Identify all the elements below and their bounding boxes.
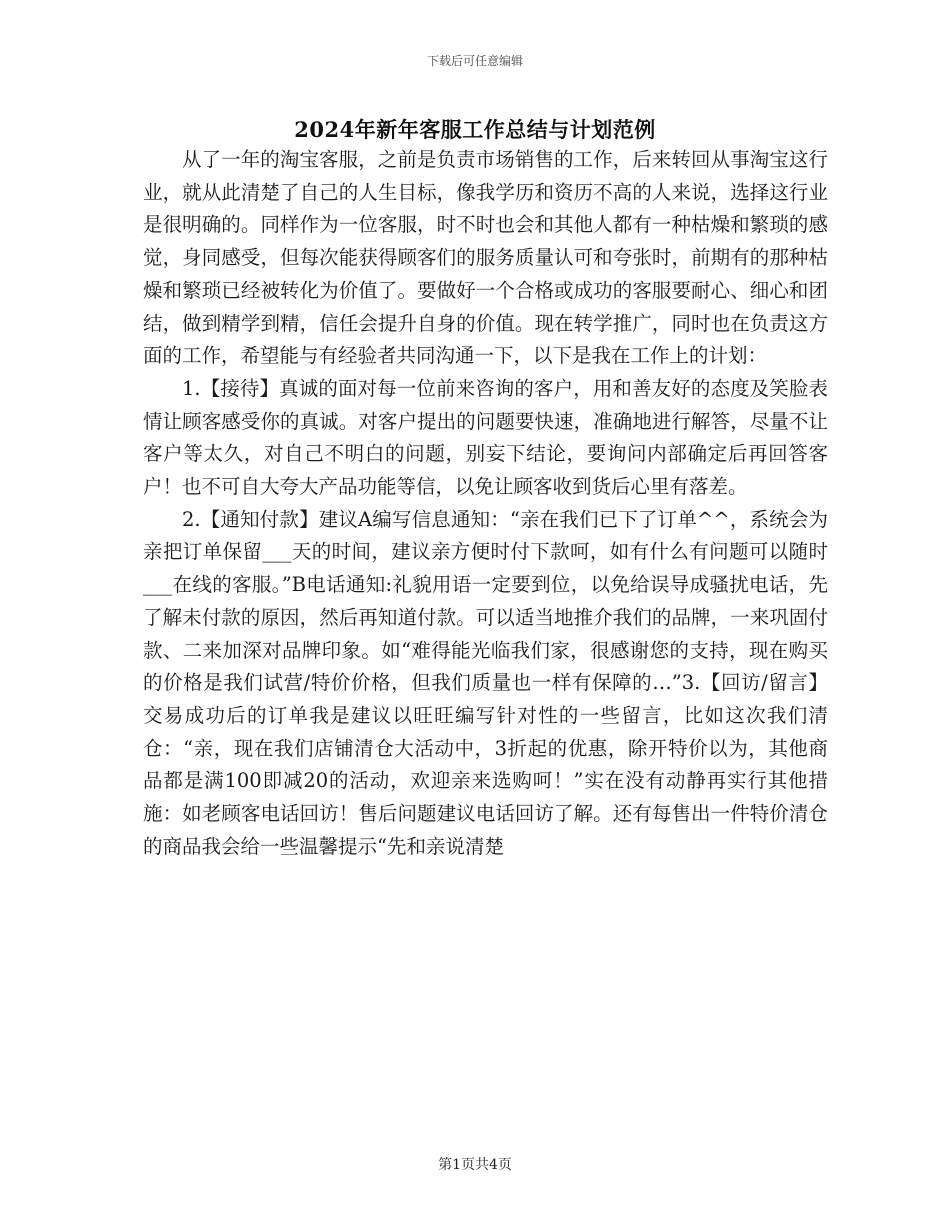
header-note: 下载后可任意编辑 [426,54,523,68]
document-body [143,144,828,863]
page-number: 第1页共4页 [438,1157,512,1173]
paragraph-reception: 1.【接待】真诚的面对每一位前来咨询的客户，用和善友好的态度及笑脸表情让顾客感受你的真诚。对客户提出的问题要快速，准确地进行解答，尽量不让客户等太久，对自己不明白的问题，别妄下结论，要询问内部确定后再回答客户！也不可自大夸大产品功能等信，以免让顾客收到货后心里有落差。 [143,376,828,499]
paragraph-intro: 从了一年的淘宝客服，之前是负责市场销售的工作，后来转回从事淘宝这行业，就从此清楚了自己的人生目标，像我学历和资历不高的人来说，选择这行业是很明确的。同样作为一位客服，时不时也会和其他人都有一种枯燥和繁琐的感觉，身同感受，但每次能获得顾客们的服务质量认可和夸张时，前期有的那种枯燥和繁琐已经被转化为价值了。要做好一个合格或成功的客服要耐心、细心和团结，做到精学到精，信任会提升自身的价值。现在转学推广，同时也在负责这方面的工作，希望能与有经验者共同沟通一下，以下是我在工作上的计划： [143,148,828,368]
paragraph-payment-notice: 2.【通知付款】建议A编写信息通知：“亲在我们已下了订单^^，系统会为亲把订单保留___天的时间，建议亲方便时付下款呵，如有什么有问题可以随时___在线的客服。”B电话通知:礼貌用语一定要到位，以免给误导成骚扰电话，先了解未付款的原因，然后再知道付款。可以适当地推介我们的品牌，一来巩固付款、二来加深对品牌印象。如“难得能光临我们家，很感谢您的支持，现在购买的价格是我们试营/特价价格，但我们质量也一样有保障的…”3.【回访/留言】交易成功后的订单我是建议以旺旺编写针对性的一些留言，比如这次我们清仓：“亲，现在我们店铺清仓大活动中，3折起的优惠，除开特价以为，其他商品都是满100即减20的活动，欢迎亲来选购呵！”实在没有动静再实行其他措施：如老顾客电话回访！售后问题建议电话回访了解。还有每售出一件特价清仓的商品我会给一些温馨提示“先和亲说清楚 [143,507,828,858]
document-title: 2024年新年客服工作总结与计划范例 [294,117,656,142]
